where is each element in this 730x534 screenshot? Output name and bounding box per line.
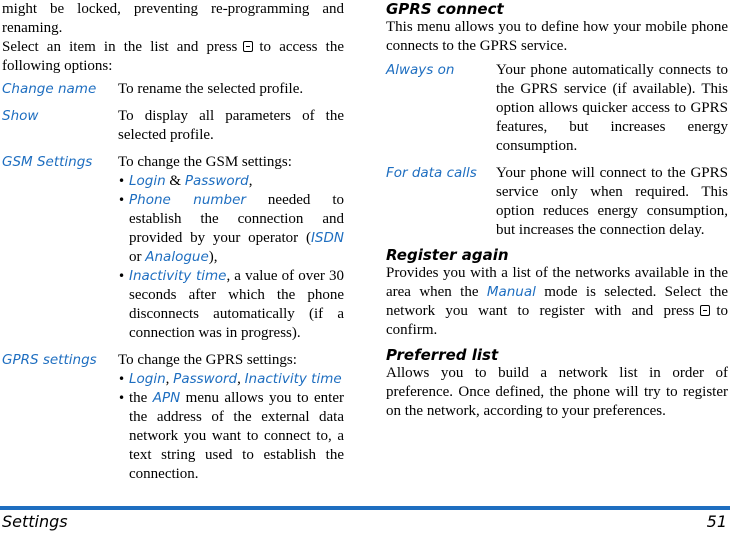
preferred-list-body: Allows you to build a network list in order of preference. Once defined, the phone will try to register on the network, according to your preferences. (386, 365, 728, 419)
page-number: 51 (706, 512, 727, 531)
option-key: For data calls (386, 165, 477, 181)
option-key: Show (2, 108, 39, 124)
footer-rule (0, 506, 730, 510)
list-item: • Login & Password, (118, 172, 344, 191)
footer-section-title: Settings (2, 512, 68, 531)
list-item: • Inactivity time, a value of over 30 seconds after which the phone disconnects automatically (if a connection was in progress). (118, 267, 344, 343)
list-item: • Login, Password, Inactivity time (118, 370, 344, 389)
register-again-body: Provides you with a list of the networks available in the area when the Manual mode is selected. Select the network you want to register with and press to confirm. (386, 265, 728, 338)
ok-key-icon (700, 305, 710, 316)
option-key: Change name (2, 81, 97, 97)
option-desc: Your phone will connect to the GPRS service only when required. This option reduces energy consumption, but increases the connection delay. (496, 165, 728, 238)
option-desc: To display all parameters of the selected profile. (118, 108, 344, 143)
option-row-show (2, 107, 344, 145)
section-heading-preferred-list: Preferred list (386, 346, 499, 364)
option-desc: To rename the selected profile. (118, 81, 304, 97)
section-heading-gprs-connect: GPRS connect (386, 0, 504, 18)
instruction-paragraph: Select an item in the list and press to access the following options: (2, 39, 344, 74)
section-heading-register-again: Register again (386, 246, 509, 264)
list-item: • Phone number needed to establish the connection and provided by your operator (ISDN or Analogue), (118, 191, 344, 267)
left-column (2, 0, 344, 484)
ok-key-icon (243, 41, 253, 52)
option-desc: To change the GPRS settings: (118, 352, 297, 368)
gprs-bullet-list (118, 370, 344, 484)
gsm-bullet-list (118, 172, 344, 343)
options-table (2, 80, 344, 484)
gprs-connect-options (386, 61, 728, 240)
option-desc: To change the GSM settings: (118, 154, 292, 170)
option-row-gprs-settings (2, 351, 344, 484)
gprs-connect-body: This menu allows you to define how your mobile phone connects to the GPRS service. (386, 19, 728, 54)
option-desc: Your phone automatically connects to the GPRS service (if available). This option allows quicker access to GPRS features, but increases energy consumption. (496, 62, 728, 154)
right-column (386, 0, 728, 421)
option-row-change-name (2, 80, 344, 99)
option-key: GSM Settings (2, 154, 93, 170)
option-row-for-data-calls (386, 164, 728, 240)
list-item: • the APN menu allows you to enter the address of the external data network you want to connect to, a text string used to establish the connection. (118, 389, 344, 484)
option-key: GPRS settings (2, 352, 97, 368)
intro-paragraph: might be locked, preventing re-programming and renaming. (2, 1, 344, 36)
option-row-always-on (386, 61, 728, 156)
option-key: Always on (386, 62, 455, 78)
option-row-gsm-settings (2, 153, 344, 343)
